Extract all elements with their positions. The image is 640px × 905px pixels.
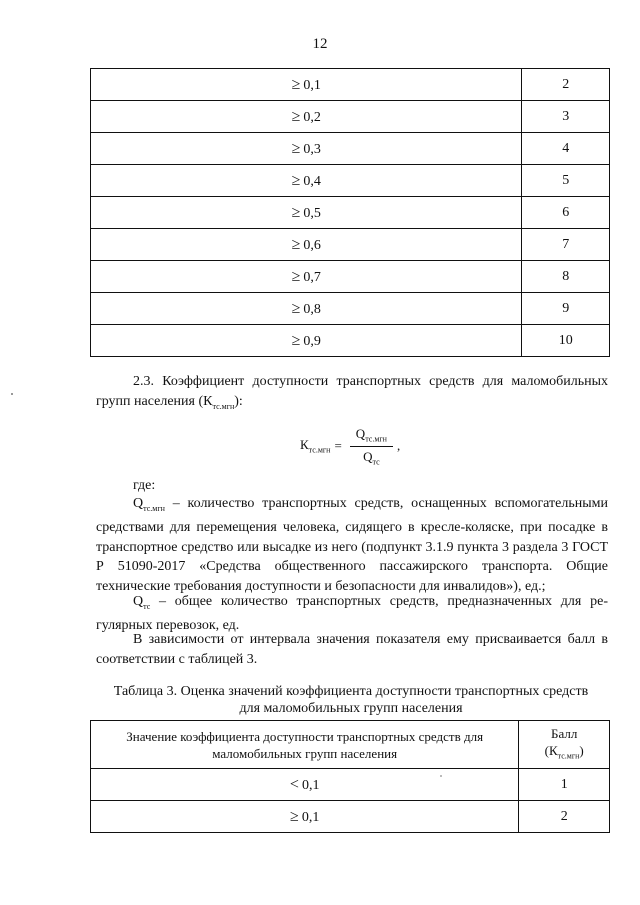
score-row bbox=[91, 293, 610, 325]
threshold-value: 0,1 bbox=[303, 77, 321, 93]
score-cell: 4 bbox=[522, 133, 610, 165]
threshold-value: 0,7 bbox=[303, 269, 321, 285]
page-number: 12 bbox=[312, 36, 328, 52]
value-cell bbox=[91, 325, 522, 357]
threshold-value: 0,9 bbox=[303, 333, 321, 349]
score-cell: 10 bbox=[522, 325, 610, 357]
comparison-sign: ≥ bbox=[291, 299, 301, 317]
where-q-mgn: $Q_{тс.мгн}$ – количество транспортных средств, оснащенных вспомогательными средствами для перемещения человека, сидящего в кресле-коляске, при посадке в транспортное средство или высадке из него (подпункт 3.1.9 пункта 3 раздела 3 ГОСТ Р 51090-2017 «Средства общественного пассажирского транспорта. Общие технические требования доступности и безопасности для инвалидов»), ед.; bbox=[96, 496, 608, 594]
formula-equals: = bbox=[334, 438, 342, 454]
table3-row bbox=[91, 801, 610, 833]
threshold-value: 0,3 bbox=[303, 141, 321, 157]
threshold-value: 0,2 bbox=[303, 109, 321, 125]
formula-lhs: $К_{тс.мгн}$ bbox=[300, 437, 331, 455]
score-row bbox=[91, 261, 610, 293]
threshold-value: 0,1 bbox=[301, 777, 320, 793]
score-cell: 9 bbox=[522, 293, 610, 325]
comparison-sign: < bbox=[289, 775, 299, 793]
threshold-value: 0,4 bbox=[303, 173, 321, 189]
value-cell bbox=[91, 229, 522, 261]
comparison-sign: ≥ bbox=[291, 267, 301, 285]
value-cell bbox=[91, 261, 522, 293]
scan-speck bbox=[440, 775, 442, 777]
score-cell: 2 bbox=[522, 69, 610, 101]
value-cell bbox=[91, 165, 522, 197]
formula-fraction bbox=[350, 426, 393, 466]
table3-title: Таблица 3. Оценка значений коэффициента доступности транспортных средств для маломобильных групп населения bbox=[113, 684, 589, 716]
section-heading: 2.3. Коэффициент доступности транспортных средств для маломобильных групп населения $(К_{тс.мгн})$: bbox=[96, 374, 608, 411]
comparison-sign: ≥ bbox=[291, 171, 301, 189]
comparison-sign: ≥ bbox=[291, 107, 301, 125]
score-cell: 2 bbox=[519, 801, 610, 833]
score-row bbox=[91, 69, 610, 101]
comparison-sign: ≥ bbox=[290, 807, 299, 825]
threshold-value: 0,8 bbox=[303, 301, 321, 317]
table3 bbox=[90, 720, 610, 833]
comparison-sign: ≥ bbox=[291, 203, 301, 221]
table3-header-row bbox=[91, 721, 610, 769]
value-cell bbox=[91, 69, 522, 101]
score-row bbox=[91, 165, 610, 197]
where-q-total: $Q_{тс}$ – общее количество транспортных средств, предназначенных для регулярных перевозок, ед. bbox=[96, 594, 608, 634]
value-cell bbox=[91, 133, 522, 165]
score-cell: 6 bbox=[522, 197, 610, 229]
formula-denominator: $Q_{тс}$ bbox=[363, 448, 380, 467]
comparison-sign: ≥ bbox=[291, 139, 301, 157]
score-cell: 3 bbox=[522, 101, 610, 133]
table3-header-value: Значение коэффициента доступности транспортных средств для маломобильных групп населения bbox=[91, 721, 519, 769]
scan-mark bbox=[11, 393, 13, 395]
threshold-value: 0,6 bbox=[303, 237, 321, 253]
formula bbox=[300, 426, 400, 466]
value-cell bbox=[91, 801, 519, 833]
value-cell bbox=[91, 101, 522, 133]
score-row bbox=[91, 133, 610, 165]
table3-header-score: Балл $(К_{тс.мгн})$ bbox=[519, 721, 610, 769]
threshold-value: 0,1 bbox=[301, 809, 320, 825]
score-row bbox=[91, 325, 610, 357]
value-cell bbox=[91, 769, 519, 801]
where-label: где: bbox=[133, 478, 156, 493]
score-row bbox=[91, 229, 610, 261]
table3-row bbox=[91, 769, 610, 801]
formula-tail: , bbox=[396, 438, 401, 454]
score-table-continued bbox=[90, 68, 610, 357]
interval-paragraph: В зависимости от интервала значения показателя ему присваивается балл в соответствии с таблицей 3. bbox=[96, 632, 608, 667]
value-cell bbox=[91, 293, 522, 325]
score-cell: 7 bbox=[522, 229, 610, 261]
comparison-sign: ≥ bbox=[291, 75, 301, 93]
comparison-sign: ≥ bbox=[291, 331, 301, 349]
value-cell bbox=[91, 197, 522, 229]
score-cell: 5 bbox=[522, 165, 610, 197]
score-cell: 1 bbox=[519, 769, 610, 801]
score-row bbox=[91, 197, 610, 229]
score-cell: 8 bbox=[522, 261, 610, 293]
threshold-value: 0,5 bbox=[303, 205, 321, 221]
formula-numerator: $Q_{тс.мгн}$ bbox=[350, 426, 393, 447]
score-row bbox=[91, 101, 610, 133]
comparison-sign: ≥ bbox=[291, 235, 301, 253]
